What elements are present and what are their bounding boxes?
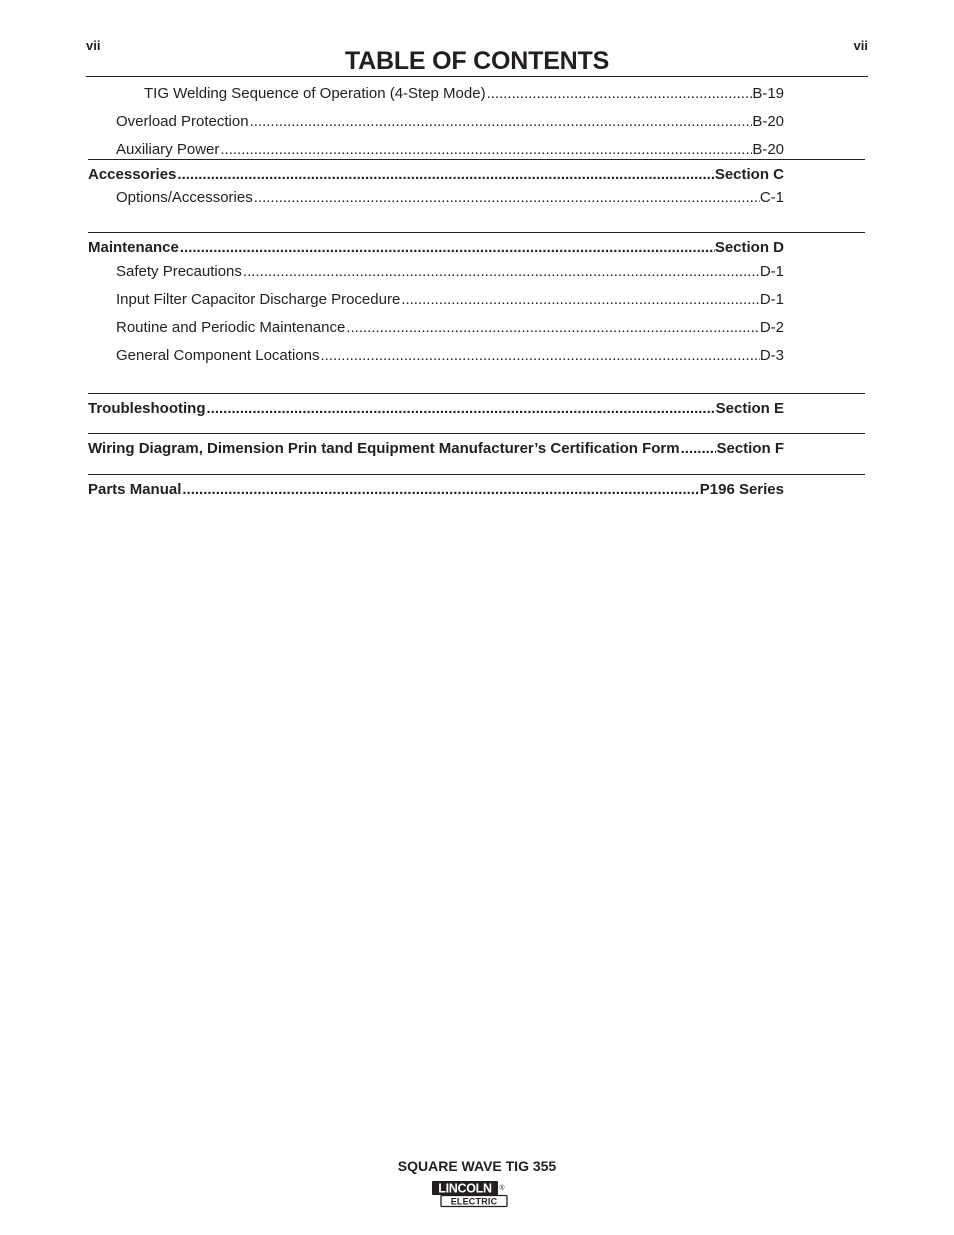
toc-entry-label: Troubleshooting — [88, 400, 206, 417]
toc-entry-label: TIG Welding Sequence of Operation (4-Step Mode) — [144, 85, 486, 102]
dot-leader — [486, 85, 753, 103]
toc-entry-auxiliary-power[interactable] — [0, 141, 954, 159]
toc-entry-page: B-20 — [752, 113, 784, 130]
section-rule — [88, 474, 865, 475]
toc-entry-label: Maintenance — [88, 239, 179, 256]
toc-section-maintenance[interactable] — [0, 239, 954, 257]
toc-entry-overload-protection[interactable] — [0, 113, 954, 131]
toc-entry-label: Parts Manual — [88, 481, 182, 498]
toc-entry-page: C-1 — [759, 189, 784, 206]
lincoln-electric-logo — [431, 1179, 511, 1209]
toc-entry-label: Routine and Periodic Maintenance — [116, 319, 346, 336]
dot-leader — [181, 481, 699, 499]
toc-entry-page: Section D — [714, 239, 784, 256]
dot-leader — [253, 189, 760, 207]
logo-registered: ® — [499, 1185, 505, 1192]
logo-line2: ELECTRIC — [450, 1196, 498, 1207]
toc-entry-label: Accessories — [88, 166, 177, 183]
section-rule — [88, 232, 865, 233]
toc-entry-page: Section F — [716, 440, 784, 457]
toc-entry-page: Section E — [715, 400, 784, 417]
dot-leader — [680, 440, 717, 458]
toc-entry-safety-precautions[interactable] — [0, 263, 954, 281]
dot-leader — [242, 263, 760, 281]
dot-leader — [249, 113, 753, 131]
toc-entry-page: D-2 — [759, 319, 784, 336]
page-number-left: vii — [86, 38, 101, 53]
dot-leader — [206, 400, 716, 418]
dot-leader — [345, 319, 760, 337]
toc-entry-tig-sequence[interactable] — [0, 85, 954, 103]
toc-entry-label: Input Filter Capacitor Discharge Procedure — [116, 291, 401, 308]
page-number-right: vii — [853, 38, 868, 53]
toc-entry-page: D-1 — [759, 291, 784, 308]
toc-section-troubleshooting[interactable] — [0, 400, 954, 418]
dot-leader — [319, 347, 759, 365]
footer-product-name: SQUARE WAVE TIG 355 — [397, 1158, 557, 1174]
toc-entry-component-locations[interactable] — [0, 347, 954, 365]
dot-leader — [176, 166, 714, 184]
dot-leader — [400, 291, 760, 309]
toc-entry-page: D-3 — [759, 347, 784, 364]
dot-leader — [219, 141, 752, 159]
toc-entry-page: B-20 — [752, 141, 784, 158]
toc-entry-label: Auxiliary Power — [116, 141, 220, 158]
section-rule — [88, 393, 865, 394]
toc-entry-page: D-1 — [759, 263, 784, 280]
toc-entry-page: B-19 — [752, 85, 784, 102]
dot-leader — [179, 239, 715, 257]
toc-entry-page: P196 Series — [699, 481, 784, 498]
toc-entry-options-accessories[interactable] — [0, 189, 954, 207]
toc-entry-label: General Component Locations — [116, 347, 320, 364]
toc-entry-label: Overload Protection — [116, 113, 249, 130]
page-title: TABLE OF CONTENTS — [344, 47, 610, 75]
toc-entry-routine-maintenance[interactable] — [0, 319, 954, 337]
section-rule — [88, 433, 865, 434]
toc-entry-label: Safety Precautions — [116, 263, 242, 280]
toc-section-accessories[interactable] — [0, 166, 954, 184]
title-rule — [86, 76, 868, 77]
toc-entry-capacitor-discharge[interactable] — [0, 291, 954, 309]
toc-section-wiring-diagram[interactable] — [0, 440, 954, 458]
toc-entry-label: Wiring Diagram, Dimension Prin tand Equipment Manufacturer’s Certification Form — [88, 440, 680, 457]
logo-line1: LINCOLN — [438, 1181, 492, 1196]
toc-section-parts-manual[interactable] — [0, 481, 954, 499]
toc-entry-page: Section C — [714, 166, 784, 183]
section-rule — [88, 159, 865, 160]
toc-entry-label: Options/Accessories — [116, 189, 253, 206]
